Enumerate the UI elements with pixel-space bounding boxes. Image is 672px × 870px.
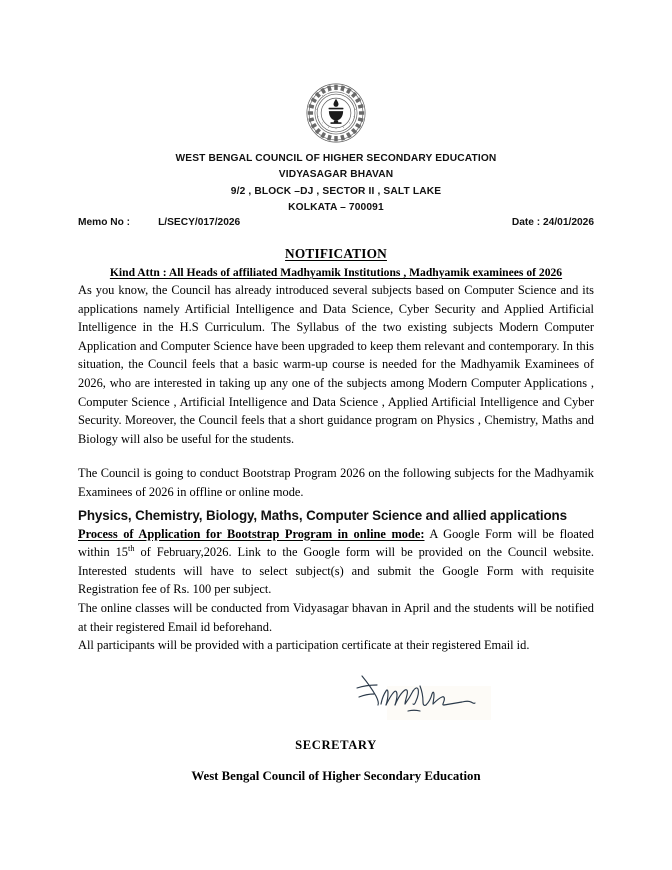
emblem-container <box>0 82 672 144</box>
wbchse-seal-icon <box>305 82 367 144</box>
memo-row <box>78 217 594 228</box>
signature-block <box>0 738 672 784</box>
letterhead-line-street: 9/2 , BLOCK –DJ , SECTOR II , SALT LAKE <box>230 185 442 197</box>
body-paragraph-1: As you know, the Council has already introduced several subjects based on Computer Science and its applications namely Artificial Intelligence and Data Science, Cyber Security and Applied Artificial Intelligence in the H.S Curriculum. The Syllabus of the two existing subjects Modern Computer Application and Computer Science have been upgraded to keep them relevant and contemporary. In this situation, the Council feels that a basic warm-up course is needed for the Madhyamik Examinees of 2026, who are interested in taking up any one of the subjects among Modern Computer Applications , Computer Science , Artificial Intelligence and Data Science , Applied Artificial Intelligence and Cyber Security. Moreover, the Council feels that a short guidance program on Physics , Chemistry, Maths and Biology will also be useful for the students. <box>78 283 594 446</box>
letterhead-address-block <box>0 151 672 216</box>
ordinal-suffix: th <box>127 543 135 553</box>
application-process-text-part2: of February,2026. Link to the Google form will be provided on the Council website. Interested students will have to select subject(s) and submit the Google Form with requisite Registration fee of Rs. 100 per subject. <box>78 545 595 597</box>
body-paragraph-2: The Council is going to conduct Bootstrap Program 2026 on the following subjects for the Madhyamik Examinees of 2026 in offline or online mode. <box>78 466 594 499</box>
signatory-designation: SECRETARY <box>295 738 377 752</box>
memo-date: Date : 24/01/2026 <box>511 217 594 228</box>
signature-area <box>345 664 495 726</box>
letterhead-line-building: VIDYASAGAR BHAVAN <box>278 169 394 181</box>
handwritten-signature-icon <box>345 664 495 726</box>
body-paragraph-3: The online classes will be conducted from Vidyasagar bhavan in April and the students will be notified at their registered Email id beforehand. <box>78 600 594 634</box>
letterhead-line-city: KOLKATA – 700091 <box>288 201 384 213</box>
memo-number-label: Memo No : <box>78 217 131 228</box>
kind-attention-line: Kind Attn : All Heads of affiliated Madhyamik Institutions , Madhyamik examinees of 2026 <box>109 266 563 279</box>
subjects-list-line: Physics, Chemistry, Biology, Maths, Computer Science and allied applications <box>78 507 567 523</box>
letterhead-line-council: WEST BENGAL COUNCIL OF HIGHER SECONDARY EDUCATION <box>175 153 497 164</box>
application-process-heading: Process of Application for Bootstrap Program in online mode: <box>78 526 425 541</box>
application-process-text-part1: A Google Form will be floated within 15 <box>78 526 594 560</box>
signatory-organisation: West Bengal Council of Higher Secondary Education <box>191 769 481 783</box>
notification-title: NOTIFICATION <box>285 246 387 261</box>
document-body <box>78 281 594 655</box>
application-process-paragraph <box>78 525 594 599</box>
memo-number-value: L/SECY/017/2026 <box>158 217 241 228</box>
body-paragraph-4: All participants will be provided with a participation certificate at their registered Email id. <box>78 638 530 653</box>
